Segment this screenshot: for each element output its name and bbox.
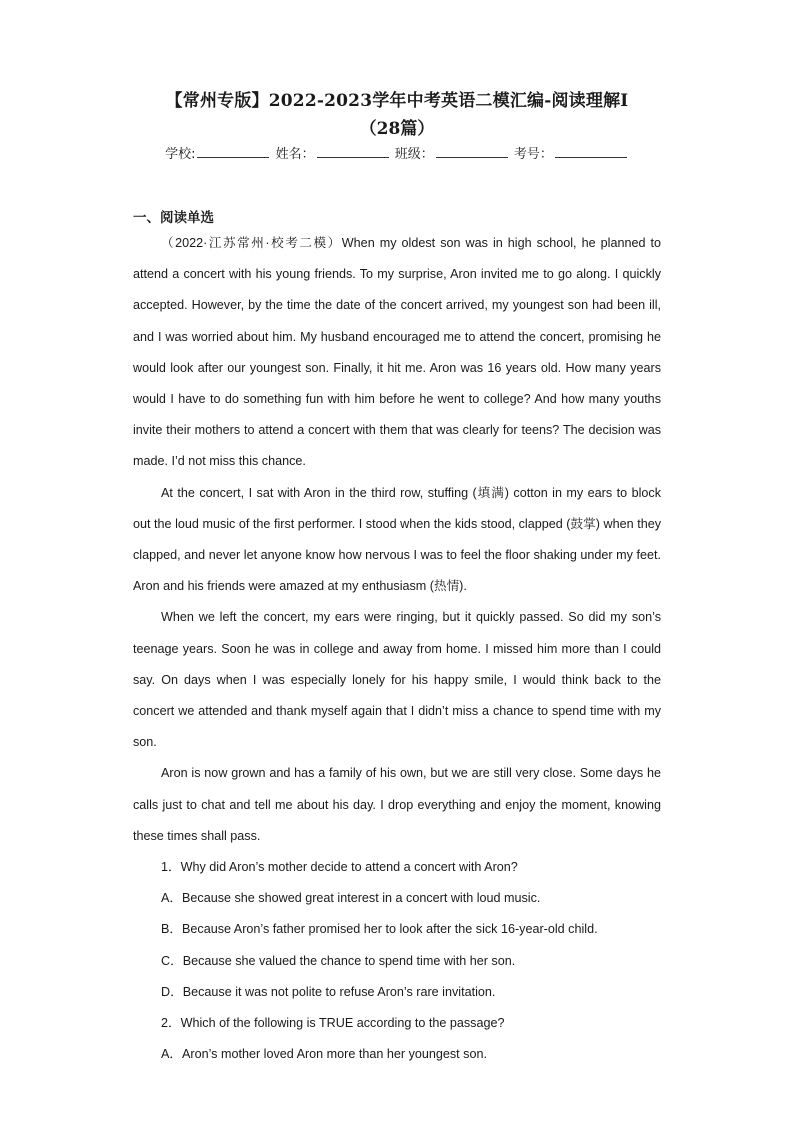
question-2-option-a[interactable]: A．Aron’s mother loved Aron more than her youngest son. (161, 1047, 487, 1062)
question-1-option-d[interactable]: D．Because it was not polite to refuse Aron’s rare invitation. (161, 984, 496, 999)
question-1-option-a[interactable]: A．Because she showed great interest in a concert with loud music. (161, 891, 541, 906)
passage-body (133, 228, 661, 1070)
student-info-line (0, 145, 794, 164)
school-label: 学校: (165, 147, 196, 162)
page-subtitle: （28篇） (359, 119, 435, 139)
question-1-option-b[interactable]: B．Because Aron’s father promised her to look after the sick 16-year-old child. (161, 922, 598, 937)
page-title: 【常州专版】2022-2023学年中考英语二模汇编-阅读理解Ⅰ (165, 91, 629, 111)
class-label: 班级： (394, 147, 434, 162)
question-1-stem: 1．Why did Aron’s mother decide to attend a concert with Aron? (161, 860, 518, 875)
exam-no-label: 考号： (513, 147, 553, 162)
passage-paragraph-1: （2022·江苏常州·校考二模）When my oldest son was in high school, he planned to attend a concert with his young friends. To my surprise, Aron invited me to go along. I quickly accepted. However, by the time the date of the concert arrived, my youngest son had been ill, and I was worried about him. My husband encouraged me to attend the concert, promising he would look after our youngest son. Finally, it hit me. Aron was 16 years old. How many years would I have to do something fun with him before he went to college? And how many youths invite their mothers to attend a concert with them that was clearly for teens? The decision was made. I’d not miss this chance. (133, 236, 661, 469)
passage-paragraph-2: At the concert, I sat with Aron in the third row, stuffing (填满) cotton in my ears to block out the loud music of the first performer. I stood when the kids stood, clapped (鼓掌) when they clapped, and never let anyone know how nervous I was to feel the floor shaking under my feet. Aron and his friends were amazed at my enthusiasm (热情). (133, 485, 661, 594)
passage-paragraph-3: When we left the concert, my ears were ringing, but it quickly passed. So did my son’s teenage years. Soon he was in college and away from home. I missed him more than I could say. On days when I was especially lonely for his happy smile, I would think back to the concert we attended and thank myself again that I didn’t miss a chance to spend time with my son. (133, 610, 661, 750)
passage-paragraph-4: Aron is now grown and has a family of his own, but we are still very close. Some days he calls just to chat and tell me about his day. I drop everything and enjoy the moment, knowing these times shall pass. (133, 766, 661, 843)
name-label: 姓名： (275, 147, 315, 162)
question-2-stem: 2．Which of the following is TRUE according to the passage? (161, 1016, 505, 1031)
school-blank[interactable] (197, 145, 269, 158)
section-heading: 一、阅读单选 (133, 210, 214, 226)
name-blank[interactable] (317, 145, 389, 158)
exam-no-blank[interactable] (555, 145, 627, 158)
question-1-option-c[interactable]: C．Because she valued the chance to spend time with her son. (161, 953, 516, 968)
class-blank[interactable] (436, 145, 508, 158)
